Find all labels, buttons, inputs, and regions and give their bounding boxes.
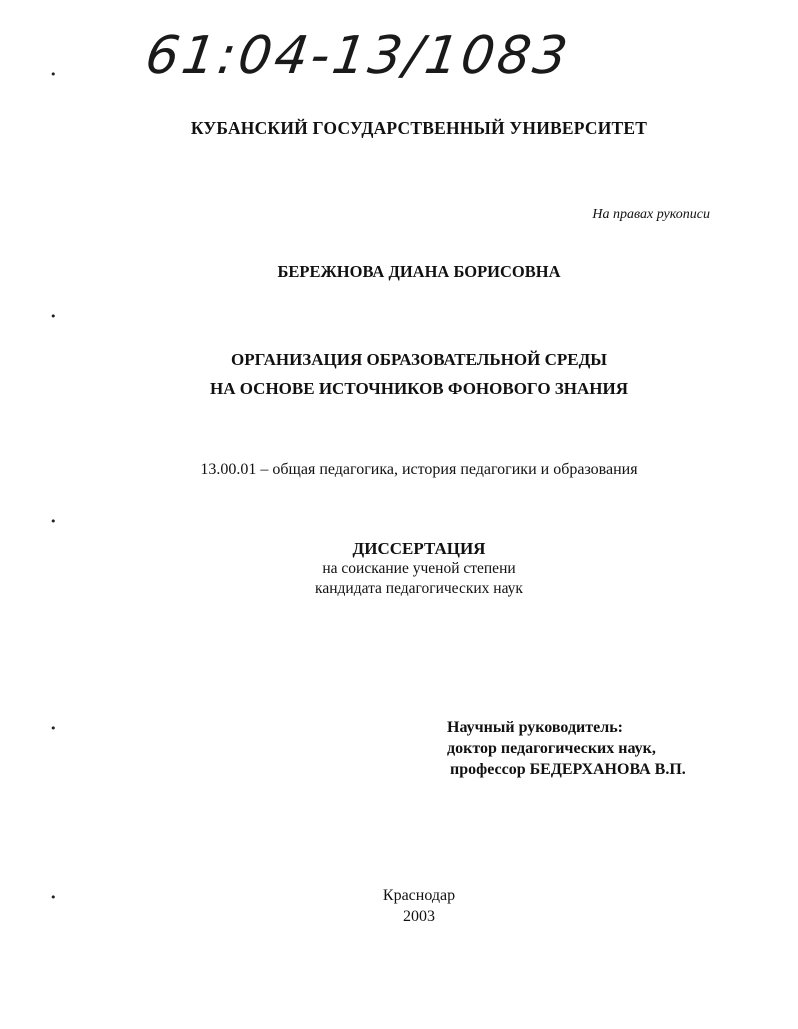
rights-note: На правах рукописи	[592, 207, 710, 222]
supervisor-degree: доктор педагогических наук,	[447, 740, 656, 757]
degree-line-2: кандидата педагогических наук	[315, 580, 523, 597]
scan-margin-mark: •	[50, 310, 57, 323]
scan-margin-mark: •	[50, 722, 57, 735]
supervisor-heading: Научный руководитель:	[447, 719, 623, 736]
city: Краснодар	[382, 887, 456, 904]
scan-margin-mark: •	[50, 68, 57, 81]
university-name: КУБАНСКИЙ ГОСУДАРСТВЕННЫЙ УНИВЕРСИТЕТ	[190, 118, 648, 138]
supervisor-name: профессор БЕДЕРХАНОВА В.П.	[450, 761, 686, 778]
thesis-title-line-1: ОРГАНИЗАЦИЯ ОБРАЗОВАТЕЛЬНОЙ СРЕДЫ	[231, 350, 607, 369]
scan-margin-mark: •	[50, 891, 57, 904]
year: 2003	[403, 908, 435, 925]
degree-line-1: на соискание ученой степени	[322, 560, 516, 577]
author-name: БЕРЕЖНОВА ДИАНА БОРИСОВНА	[277, 262, 561, 281]
document-type: ДИССЕРТАЦИЯ	[352, 539, 486, 558]
handwritten-catalog-number: 61:04-13/1083	[141, 26, 574, 86]
specialty-code: 13.00.01 – общая педагогика, история педагогики и образования	[200, 461, 638, 478]
thesis-title-line-2: НА ОСНОВЕ ИСТОЧНИКОВ ФОНОВОГО ЗНАНИЯ	[210, 379, 628, 398]
scan-margin-mark: •	[50, 515, 57, 528]
